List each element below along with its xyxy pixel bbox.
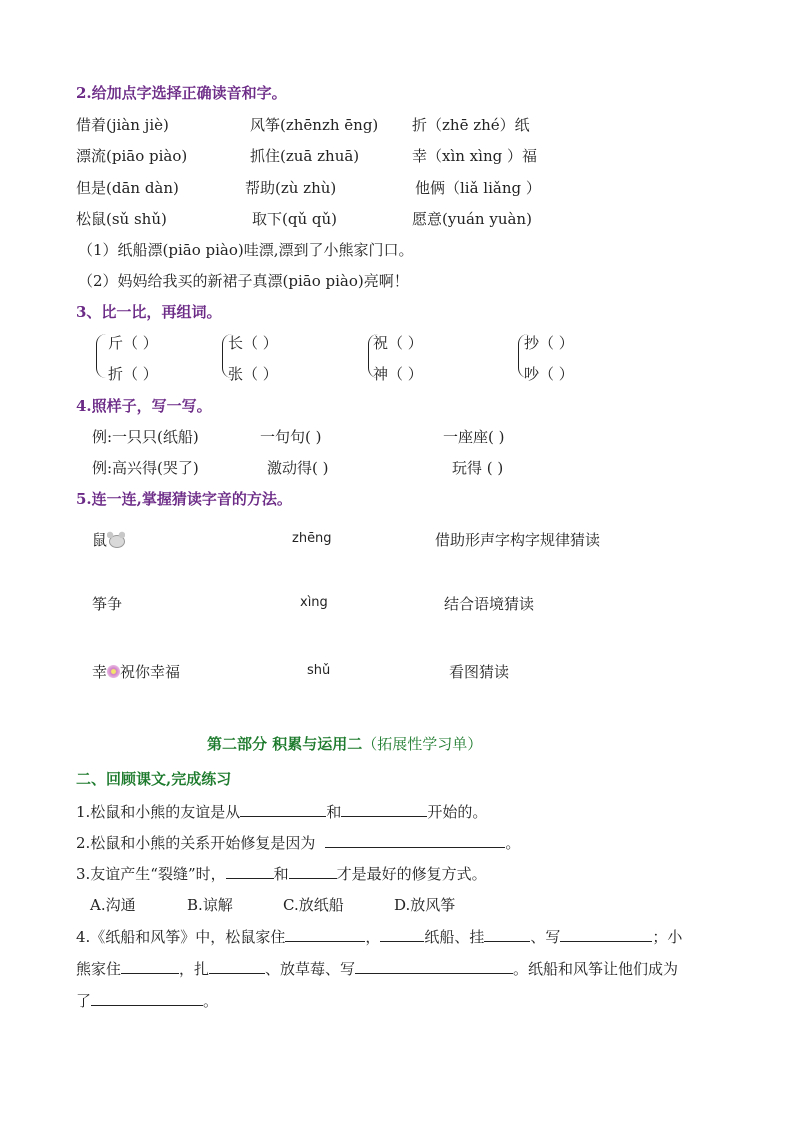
s5-mid-2: xìng — [300, 595, 328, 610]
s4-r1-c1: 例:一只只(纸船) — [92, 428, 199, 446]
s5-right-3: 看图猜读 — [449, 663, 510, 681]
q4-text-1c: 纸船、挂 — [424, 928, 485, 946]
s3-pair1-bottom: 折（ ） — [108, 365, 158, 383]
brace-1 — [96, 334, 107, 378]
s2-r4-c2: 取下(qǔ qǔ) — [252, 210, 337, 228]
q2-text-b: 。 — [505, 834, 521, 852]
q1-blank-1[interactable] — [240, 802, 326, 817]
q2 — [76, 832, 520, 853]
q3-blank-2[interactable] — [289, 864, 337, 879]
s5-left-3 — [92, 661, 180, 682]
s5-left-3-a: 幸 — [92, 663, 108, 681]
s4-r1-c3: 一座座( ) — [443, 428, 505, 446]
q3-text-c: 才是最好的修复方式。 — [336, 865, 487, 883]
s2-r1-c1: 借着(jiàn jiè) — [76, 116, 169, 134]
s2-r2-c2: 抓住(zuā zhuā) — [250, 147, 360, 165]
q4-text-1a: 4.《纸船和风筝》中，松鼠家住 — [76, 928, 286, 946]
s3-pair4-bottom: 吵（ ） — [524, 365, 574, 383]
q4-blank-5[interactable] — [121, 959, 179, 974]
q4-blank-8[interactable] — [91, 991, 203, 1006]
q1-text-b: 和 — [326, 803, 342, 821]
q1-text-a: 1.松鼠和小熊的友谊是从 — [76, 803, 241, 821]
s3-pair2-bottom: 张（ ） — [228, 365, 278, 383]
q3-text-a: 3.友谊产生“裂缝”时， — [76, 865, 226, 883]
s2-sentence-1: （1）纸船漂(piāo piào)哇漂,漂到了小熊家门口。 — [78, 241, 414, 259]
q4-line-2 — [76, 958, 678, 979]
q3-option-d: D.放风筝 — [394, 896, 456, 914]
part2-heading: 二、回顾课文,完成练习 — [76, 770, 232, 788]
s2-r2-c3: 幸（xìn xìng ）福 — [412, 147, 537, 165]
q4-text-1b: ， — [365, 928, 381, 946]
q4-text-2b: ，扎 — [179, 960, 210, 978]
section-4-heading: 4.照样子，写一写。 — [76, 397, 212, 415]
q3-option-a: A.沟通 — [90, 896, 136, 914]
section-3-heading: 3、比一比，再组词。 — [76, 303, 222, 321]
q4-text-1d: 、写 — [530, 928, 561, 946]
s2-r3-c1: 但是(dān dàn) — [76, 179, 179, 197]
q3 — [76, 863, 487, 884]
s2-r2-c1: 漂流(piāo piào) — [76, 147, 188, 165]
q4-blank-7[interactable] — [355, 959, 513, 974]
s3-pair4-top: 抄（ ） — [524, 334, 574, 352]
q1-text-c: 开始的。 — [427, 803, 488, 821]
q2-text-a: 2.松鼠和小熊的关系开始修复是因为 — [76, 834, 316, 852]
q4-blank-4[interactable] — [560, 927, 652, 942]
part2-title-sub: （拓展性学习单） — [362, 735, 483, 753]
s2-r1-c3: 折（zhē zhé）纸 — [412, 116, 530, 134]
s4-r2-c1: 例:高兴得(哭了) — [92, 459, 199, 477]
q3-text-b: 和 — [273, 865, 289, 883]
s5-left-1 — [92, 529, 125, 550]
s5-mid-1: zhēng — [292, 531, 332, 546]
s3-pair3-top: 祝（ ） — [373, 334, 423, 352]
s2-r1-c2: 风筝(zhēnzh ēng) — [250, 116, 379, 134]
q4-text-1e: ；小 — [652, 928, 683, 946]
q4-blank-2[interactable] — [380, 927, 424, 942]
flower-icon — [107, 665, 120, 678]
q4-line-1 — [76, 926, 682, 947]
q4-text-3b: 。 — [203, 992, 219, 1010]
s5-left-2: 筝争 — [92, 595, 123, 613]
part2-title-main: 第二部分 积累与运用二 — [207, 735, 363, 753]
q2-blank[interactable] — [325, 833, 505, 848]
s2-r4-c3: 愿意(yuán yuàn) — [412, 210, 532, 228]
s5-mid-3: shǔ — [307, 663, 331, 678]
s5-right-2: 结合语境猜读 — [444, 595, 535, 613]
q1-blank-2[interactable] — [341, 802, 427, 817]
s4-r1-c2: 一句句( ) — [260, 428, 322, 446]
q1 — [76, 801, 487, 822]
s2-r3-c2: 帮助(zù zhù) — [245, 179, 337, 197]
q4-text-3a: 了 — [76, 992, 92, 1010]
s3-pair2-top: 长（ ） — [228, 334, 278, 352]
part2-title — [207, 733, 482, 754]
section-2-heading: 2.给加点字选择正确读音和字。 — [76, 84, 287, 102]
s4-r2-c2: 激动得( ) — [267, 459, 329, 477]
s2-r3-c3: 他俩（liǎ liǎng ） — [415, 179, 541, 197]
s5-left-3-b: 祝你幸福 — [120, 663, 181, 681]
s5-right-1: 借助形声字构字规律猜读 — [435, 531, 601, 549]
q4-line-3 — [76, 990, 218, 1011]
mouse-icon — [107, 531, 125, 547]
s5-left-1-text: 鼠 — [92, 531, 108, 549]
q4-text-2c: 、放草莓、写 — [265, 960, 356, 978]
s3-pair3-bottom: 神（ ） — [373, 365, 423, 383]
q4-blank-1[interactable] — [285, 927, 365, 942]
s2-sentence-2: （2）妈妈给我买的新裙子真漂(piāo piào)亮啊！ — [78, 272, 409, 290]
q4-text-2a: 熊家住 — [76, 960, 122, 978]
q4-blank-3[interactable] — [484, 927, 530, 942]
q4-blank-6[interactable] — [209, 959, 265, 974]
s4-r2-c3: 玩得 ( ) — [452, 459, 504, 477]
q3-blank-1[interactable] — [226, 864, 274, 879]
section-5-heading: 5.连一连,掌握猜读字音的方法。 — [76, 490, 292, 508]
s2-r4-c1: 松鼠(sǔ shǔ) — [76, 210, 167, 228]
q3-option-c: C.放纸船 — [283, 896, 344, 914]
q3-option-b: B.谅解 — [187, 896, 233, 914]
q4-text-2d: 。纸船和风筝让他们成为 — [513, 960, 679, 978]
s3-pair1-top: 斤（ ） — [108, 334, 158, 352]
